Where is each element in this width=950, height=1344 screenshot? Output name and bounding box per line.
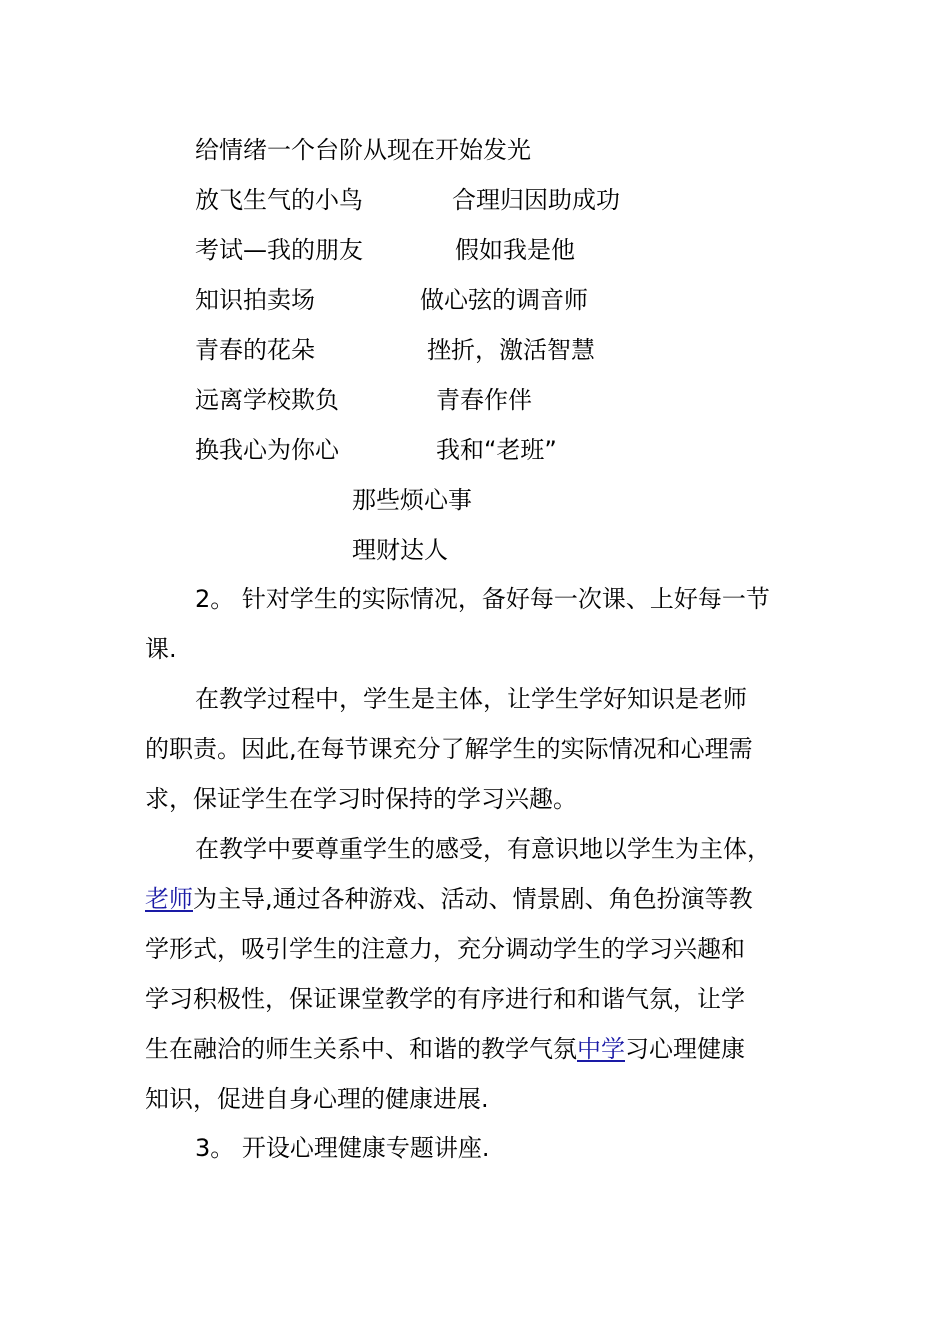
para2-line5-post: 习心理健康 xyxy=(625,1035,745,1063)
para2-line2 xyxy=(145,884,753,914)
topic-left-1: 给情绪一个台阶从现在开始发光 xyxy=(195,136,531,164)
para1-line2: 的职责。因此,在每节课充分了解学生的实际情况和心理需 xyxy=(145,735,753,763)
topic-left-5: 青春的花朵 xyxy=(195,336,315,364)
topic-left-2: 放飞生气的小鸟 xyxy=(195,186,363,214)
para2-line5-pre: 生在融洽的师生关系中、和谐的教学气氛 xyxy=(145,1035,577,1063)
para1-line1: 在教学过程中，学生是主体，让学生学好知识是老师 xyxy=(195,685,747,713)
topic-right-2: 合理归因助成功 xyxy=(452,186,620,214)
para1-line3: 求，保证学生在学习时保持的学习兴趣。 xyxy=(145,785,577,813)
topic-left-3: 考试—我的朋友 xyxy=(195,236,363,264)
topic-right-5: 挫折，激活智慧 xyxy=(427,336,595,364)
topic-center-1: 那些烦心事 xyxy=(352,486,472,514)
section2-heading: 2。 针对学生的实际情况，备好每一次课、上好每一节 xyxy=(195,585,770,613)
topic-left-6: 远离学校欺负 xyxy=(195,386,339,414)
para2-line5 xyxy=(145,1034,745,1064)
topic-left-4: 知识拍卖场 xyxy=(195,286,315,314)
section2-heading-cont: 课. xyxy=(145,635,177,663)
topic-center-2: 理财达人 xyxy=(352,536,448,564)
topic-right-3: 假如我是他 xyxy=(455,236,575,264)
topic-right-4: 做心弦的调音师 xyxy=(420,286,588,314)
middle-school-link[interactable]: 中学 xyxy=(577,1035,625,1063)
topic-right-6: 青春作伴 xyxy=(436,386,532,414)
topic-left-7: 换我心为你心 xyxy=(195,436,339,464)
para2-line4: 学习积极性，保证课堂教学的有序进行和和谐气氛，让学 xyxy=(145,985,745,1013)
para2-line1: 在教学中要尊重学生的感受，有意识地以学生为主体， xyxy=(195,835,771,863)
section3-heading: 3。 开设心理健康专题讲座. xyxy=(195,1134,490,1162)
para2-line6: 知识，促进自身心理的健康进展. xyxy=(145,1085,489,1113)
para2-line3: 学形式，吸引学生的注意力，充分调动学生的学习兴趣和 xyxy=(145,935,745,963)
teacher-link[interactable]: 老师 xyxy=(145,885,193,913)
para2-line2-text: 为主导,通过各种游戏、活动、情景剧、角色扮演等教 xyxy=(193,885,753,913)
topic-right-7: 我和“老班” xyxy=(436,436,557,464)
